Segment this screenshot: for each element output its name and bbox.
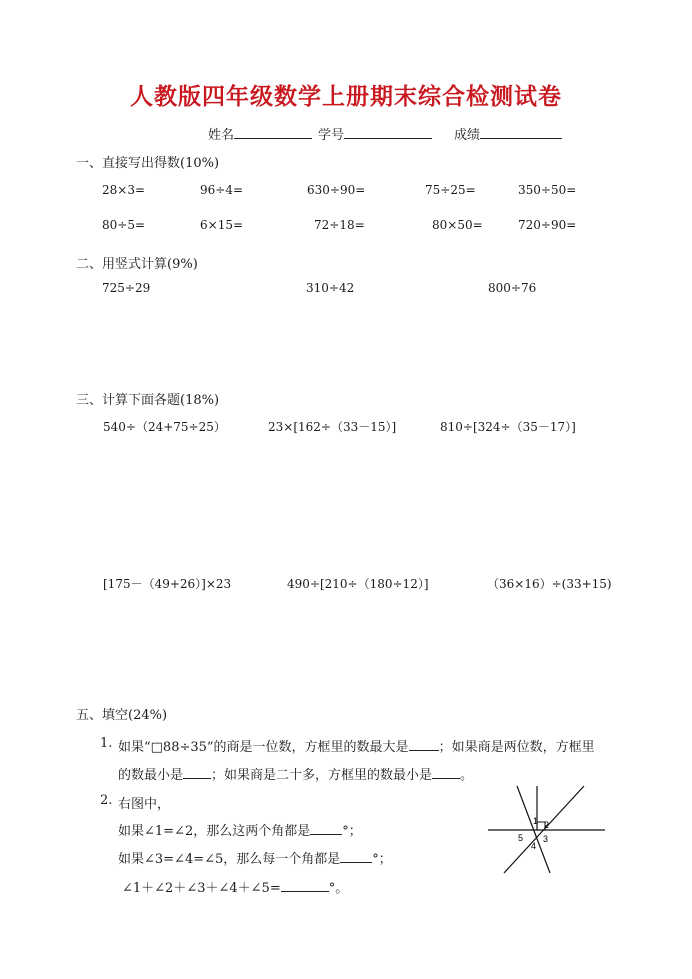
oral-problem: 72÷18= — [314, 218, 365, 232]
answer-blank[interactable] — [281, 879, 329, 892]
name-field — [208, 124, 312, 143]
angle-label-4: 4 — [531, 841, 537, 851]
section-1-heading: 一、直接写出得数(10%) — [76, 156, 220, 171]
question-2-line-2: 如果∠3=∠4=∠5，那么每一个角都是 °； — [118, 852, 392, 867]
oral-problem: 75÷25= — [425, 183, 476, 197]
angle-label-5: 5 — [518, 833, 524, 843]
calc-problem: 490÷[210÷（180÷12）] — [287, 577, 429, 591]
oral-problem: 720÷90= — [518, 218, 577, 232]
question-1-line-2: 的数最小是 ；如果商是二十多，方框里的数最小是 。 — [118, 768, 474, 783]
oral-problem: 80÷5= — [102, 218, 146, 232]
oral-problem: 6×15= — [200, 218, 244, 232]
score-label: 成绩 — [454, 128, 481, 143]
section-5-heading: 五、填空(24%) — [76, 708, 168, 723]
question-1-line-1: 如果“□88÷35”的商是一位数，方框里的数最大是 ；如果商是两位数，方框里 — [118, 740, 595, 755]
calc-problem: 540÷（24+75÷25） — [103, 420, 226, 434]
calc-problem: 23×[162÷（33－15）] — [268, 420, 397, 434]
id-field — [318, 124, 432, 143]
calc-problem: （36×16）÷(33+15) — [487, 577, 612, 591]
calc-problem: 810÷[324÷（35－17）] — [440, 420, 576, 434]
answer-blank[interactable] — [310, 822, 342, 835]
question-2-line-1: 如果∠1=∠2，那么这两个角都是 °； — [118, 824, 362, 839]
oral-problem: 350÷50= — [518, 183, 577, 197]
question-2-intro: 右图中， — [118, 797, 171, 812]
page-title: 人教版四年级数学上册期末综合检测试卷 — [130, 83, 562, 110]
angle-label-3: 3 — [543, 834, 549, 844]
answer-blank[interactable] — [183, 766, 211, 779]
id-blank[interactable] — [344, 126, 432, 139]
section-2-heading: 二、用竖式计算(9%) — [76, 257, 198, 272]
score-field — [454, 124, 562, 143]
section-3-heading: 三、计算下面各题(18%) — [76, 393, 220, 408]
angle-label-1: 1 — [533, 816, 539, 826]
angle-label-2: 2 — [544, 820, 550, 830]
id-label: 学号 — [318, 128, 345, 143]
vertical-calc-problem: 725÷29 — [102, 281, 151, 295]
answer-blank[interactable] — [340, 850, 372, 863]
answer-blank[interactable] — [409, 738, 439, 751]
vertical-calc-problem: 310÷42 — [306, 281, 355, 295]
name-blank[interactable] — [234, 126, 312, 139]
vertical-calc-problem: 800÷76 — [488, 281, 537, 295]
question-1-number: 1. — [100, 736, 113, 751]
score-blank[interactable] — [480, 126, 562, 139]
calc-problem: [175－（49+26）]×23 — [103, 577, 232, 591]
oral-problem: 28×3= — [102, 183, 146, 197]
angle-figure — [480, 778, 620, 878]
question-2-line-3: ∠1＋∠2＋∠3＋∠4＋∠5= °。 — [122, 881, 349, 896]
answer-blank[interactable] — [432, 766, 460, 779]
oral-problem: 96÷4= — [200, 183, 244, 197]
oral-problem: 630÷90= — [307, 183, 366, 197]
name-label: 姓名 — [208, 128, 235, 143]
question-2-number: 2. — [100, 793, 113, 808]
oral-problem: 80×50= — [432, 218, 483, 232]
